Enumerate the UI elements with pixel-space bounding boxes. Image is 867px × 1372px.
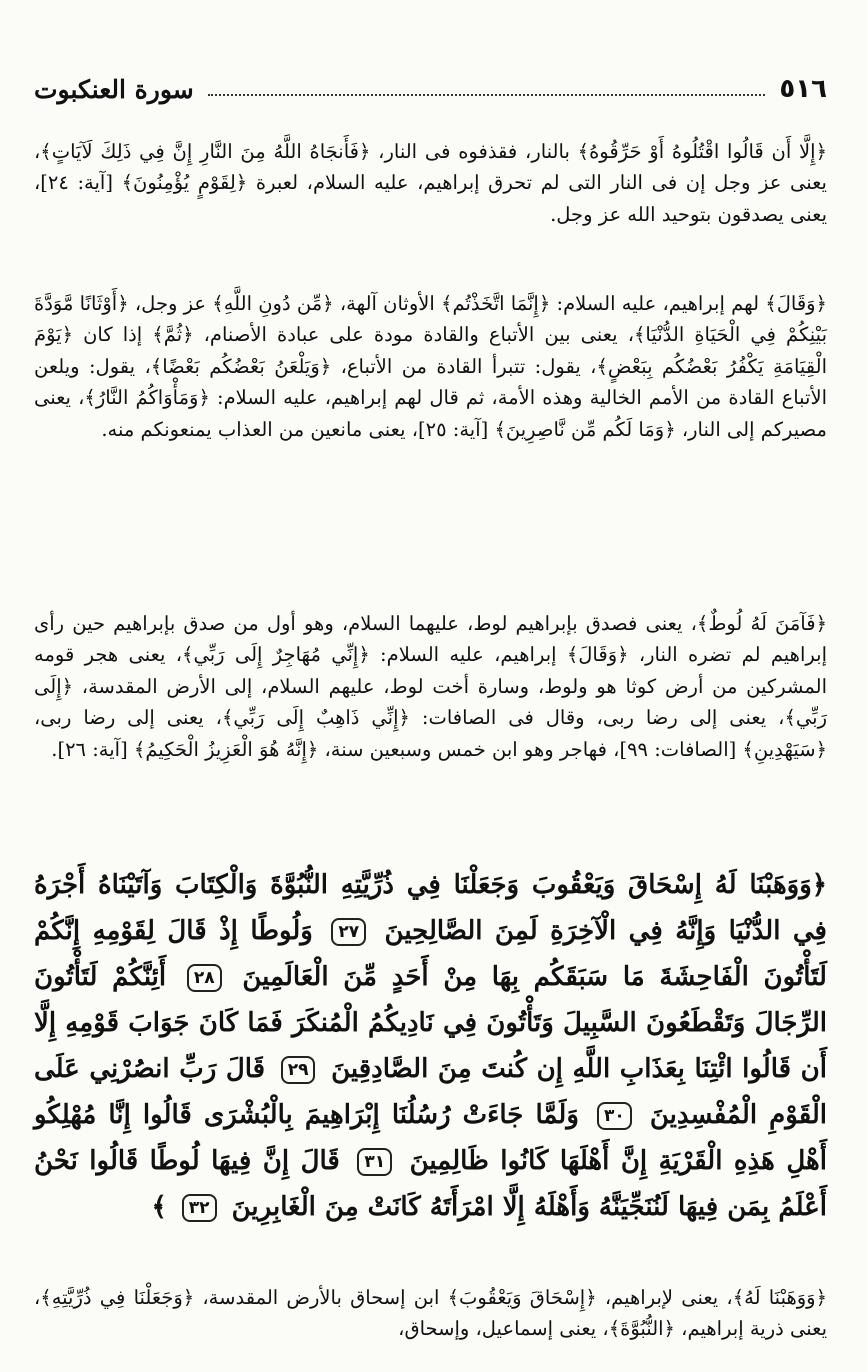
verse-text: وَلُوطًا إِذْ قَالَ لِقَوْمِهِ إِنَّكُمْ لَتَأْتُونَ الْفَاحِشَةَ مَا سَبَقَكُم بِهَا مِنْ أَحَدٍ مِّنَ الْعَالَمِينَ: [34, 916, 827, 992]
verse-text: ﴿وَوَهَبْنَا لَهُ إِسْحَاقَ وَيَعْقُوبَ وَجَعَلْنَا فِي ذُرِّيَّتِهِ النُّبُوَّةَ وَالْكِتَابَ وَآتَيْنَاهُ أَجْرَهُ فِي الدُّنْيَا وَإِنَّهُ فِي الْآخِرَةِ لَمِنَ الصَّالِحِينَ: [34, 870, 827, 946]
verse-text: أَئِنَّكُمْ لَتَأْتُونَ الرِّجَالَ وَتَقْطَعُونَ السَّبِيلَ وَتَأْتُونَ فِي نَادِيكُمُ الْمُنكَرَ فَمَا كَانَ جَوَابَ قَوْمِهِ إِلَّا أَن قَالُوا ائْتِنَا بِعَذَابِ اللَّهِ إِن كُنتَ مِنَ الصَّادِقِينَ: [34, 962, 827, 1084]
header-dotted-leader: [208, 94, 766, 96]
book-page: [34, 0, 827, 1372]
page-number: ٥١٦: [779, 74, 827, 104]
quran-verses-block: [34, 862, 827, 1230]
commentary-paragraph-3: ﴿فَآمَنَ لَهُ لُوطٌ﴾، يعنى فصدق بإبراهيم لوط، عليهما السلام، وهو أول من صدق بإبراهيم حين رأى إبراهيم لم تضره النار، ﴿وَقَالَ﴾ إبراهيم، عليه السلام: ﴿إِنِّي مُهَاجِرٌ إِلَى رَبِّي﴾، يعنى هجر قومه المشركين من أرض كوثا هو ولوط، وسارة أخت لوط، عليهم السلام، إلى الأرض المقدسة، ﴿إِلَى رَبِّي﴾، يعنى إلى رضا ربى، وقال فى الصافات: ﴿إِنِّي ذَاهِبٌ إِلَى رَبِّي﴾، يعنى إلى رضا ربى، ﴿سَيَهْدِينِ﴾ [الصافات: ٩٩]، فهاجر وهو ابن خمس وسبعين سنة، ﴿إِنَّهُ هُوَ الْعَزِيزُ الْحَكِيمُ﴾ [آية: ٢٦].: [34, 611, 827, 761]
ayah-number-marker: ٣٢: [182, 1194, 217, 1222]
ayah-number-marker: ٣٠: [597, 1102, 632, 1130]
commentary-paragraph-2: ﴿وَقَالَ﴾ لهم إبراهيم، عليه السلام: ﴿إِنَّمَا اتَّخَذْتُم﴾ الأوثان آلهة، ﴿مِّن دُونِ اللَّهِ﴾ عز وجل، ﴿أَوْثَانًا مَّوَدَّةَ بَيْنِكُمْ فِي الْحَيَاةِ الدُّنْيَا﴾، يعنى بين الأتباع والقادة مودة على عبادة الأصنام، ﴿ثُمَّ﴾ إذا كان ﴿يَوْمَ الْقِيَامَةِ يَكْفُرُ بَعْضُكُم بِبَعْضٍ﴾، يقول: تتبرأ القادة من الأتباع، ﴿وَيَلْعَنُ بَعْضُكُم بَعْضًا﴾، يقول: ويلعن الأتباع القادة من الأمم الخالية وهذه الأمة، ثم قال لهم إبراهيم، عليه السلام: ﴿وَمَأْوَاكُمُ النَّارُ﴾، يعنى مصيركم إلى النار، ﴿وَمَا لَكُم مِّن نَّاصِرِينَ﴾ [آية: ٢٥]، يعنى مانعين من العذاب يمنعونكم منه.: [34, 291, 827, 441]
verse-text: وَلَمَّا جَاءَتْ رُسُلُنَا إِبْرَاهِيمَ بِالْبُشْرَى قَالُوا إِنَّا مُهْلِكُو أَهْلِ هَذِهِ الْقَرْيَةِ إِنَّ أَهْلَهَا كَانُوا ظَالِمِينَ: [34, 1100, 827, 1176]
page-header: [34, 64, 827, 104]
commentary-paragraph-4: ﴿وَوَهَبْنَا لَهُ﴾، يعنى لإبراهيم، ﴿إِسْحَاقَ وَيَعْقُوبَ﴾ ابن إسحاق بالأرض المقدسة، ﴿وَجَعَلْنَا فِي ذُرِّيَّتِهِ﴾، يعنى ذرية إبراهيم، ﴿النُّبُوَّةَ﴾، يعنى إسماعيل، وإسحاق،: [34, 1285, 827, 1340]
ayah-number-marker: ٢٧: [331, 918, 366, 946]
quran-closing-bracket: ﴾: [151, 1192, 167, 1222]
sura-title: سورة العنكبوت: [34, 75, 194, 104]
verse-text: قَالَ إِنَّ فِيهَا لُوطًا قَالُوا نَحْنُ أَعْلَمُ بِمَن فِيهَا لَنُنَجِّيَنَّهُ وَأَهْلَهُ إِلَّا امْرَأَتَهُ كَانَتْ مِنَ الْغَابِرِينَ: [34, 1146, 827, 1222]
ayah-number-marker: ٣١: [357, 1148, 392, 1176]
commentary-paragraph-1: ﴿إِلَّا أَن قَالُوا اقْتُلُوهُ أَوْ حَرِّقُوهُ﴾ بالنار، فقذفوه فى النار، ﴿فَأَنجَاهُ اللَّهُ مِنَ النَّارِ إِنَّ فِي ذَلِكَ لَآيَاتٍ﴾، يعنى عز وجل إن فى النار التى لم تحرق إبراهيم، عليه السلام، لعبرة ﴿لِقَوْمٍ يُؤْمِنُونَ﴾ [آية: ٢٤]، يعنى يصدقون بتوحيد الله عز وجل.: [34, 139, 827, 226]
ayah-number-marker: ٢٩: [281, 1056, 316, 1084]
ayah-number-marker: ٢٨: [187, 964, 222, 992]
verse-text: قَالَ رَبِّ انصُرْنِي عَلَى الْقَوْمِ الْمُفْسِدِينَ: [34, 1054, 828, 1130]
